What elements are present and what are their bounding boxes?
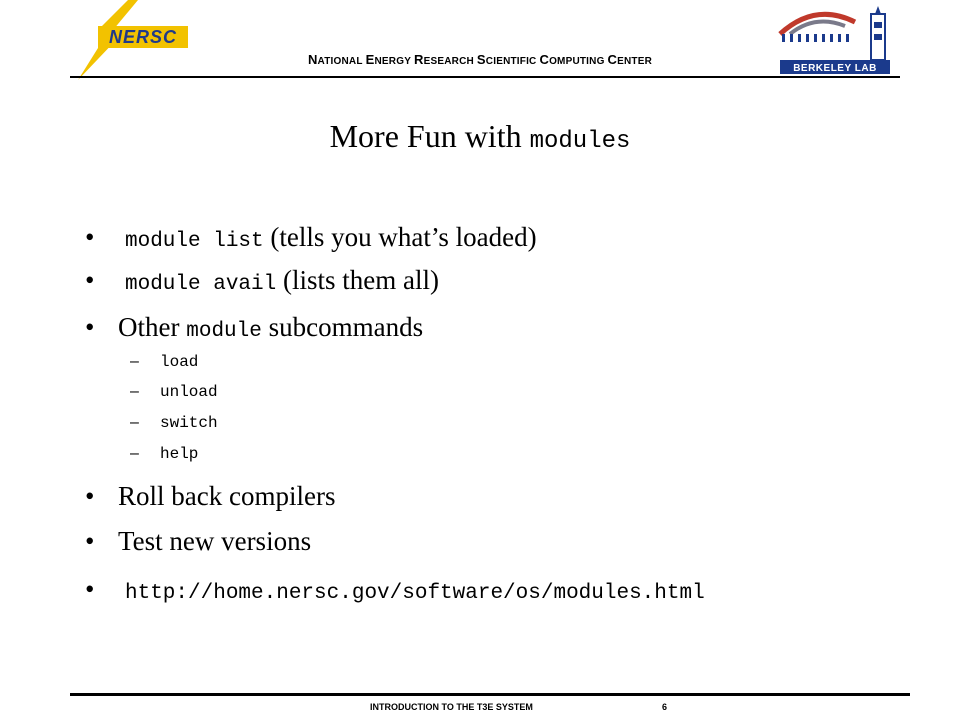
slide-title-code: modules	[529, 128, 631, 155]
bullet-symbol: •	[85, 222, 95, 252]
bullet-text: Roll back compilers	[118, 481, 336, 511]
nersc-logo	[38, 0, 188, 82]
bullet-symbol: •	[85, 265, 95, 295]
bullet-text: (lists them all)	[276, 265, 439, 295]
bullet-text: subcommands	[261, 312, 424, 342]
subcommand-text: switch	[160, 414, 218, 432]
header-title-rest: NERGY	[374, 56, 415, 67]
header-title-initial: C	[539, 52, 550, 67]
berkeley-lab-logo-text: BERKELEY LAB	[793, 63, 877, 74]
bullet-symbol: •	[85, 526, 95, 556]
sub-dash: –	[130, 445, 139, 462]
sub-dash: –	[130, 383, 139, 400]
header-title-initial: S	[476, 52, 486, 67]
bullet-symbol: •	[85, 481, 95, 511]
nersc-logo-text: NERSC	[108, 27, 178, 47]
footer-divider	[70, 693, 910, 696]
header-title-initial: N	[307, 52, 318, 67]
header-title-rest: OMPUTING	[549, 56, 608, 67]
header-title	[0, 52, 960, 67]
header-title-rest: CIENTIFIC	[485, 56, 540, 67]
bullet-code: module avail	[125, 273, 277, 296]
subcommand-text: help	[160, 445, 199, 463]
bullet-code: module	[186, 320, 262, 343]
slide-title-text: More Fun with	[329, 118, 530, 154]
subcommand-text: load	[160, 353, 199, 371]
bullet-text: Test new versions	[118, 526, 312, 556]
header-title-initial: E	[365, 52, 375, 67]
bullet-symbol: •	[85, 574, 95, 604]
footer-title: INTRODUCTION TO THE T3E SYSTEM	[370, 702, 533, 712]
bullet-code: module list	[125, 230, 264, 253]
bullet-text: Other	[118, 312, 187, 342]
sub-dash: –	[130, 414, 139, 431]
header-divider	[70, 76, 900, 78]
slide-title	[0, 116, 960, 162]
header-title-rest: ENTER	[617, 56, 653, 67]
header-title-rest: ATIONAL	[317, 56, 366, 67]
header-title-initial: C	[607, 52, 618, 67]
header-title-rest: ESEARCH	[423, 56, 477, 67]
bullet-symbol: •	[85, 312, 95, 342]
modules-url-link[interactable]: http://home.nersc.gov/software/os/modules.html	[125, 582, 705, 605]
bullet-text: (tells you what’s loaded)	[263, 222, 537, 252]
subcommand-text: unload	[160, 383, 218, 401]
header-title-initial: R	[414, 52, 424, 67]
sub-dash: –	[130, 353, 139, 370]
page-number: 6	[662, 702, 668, 712]
